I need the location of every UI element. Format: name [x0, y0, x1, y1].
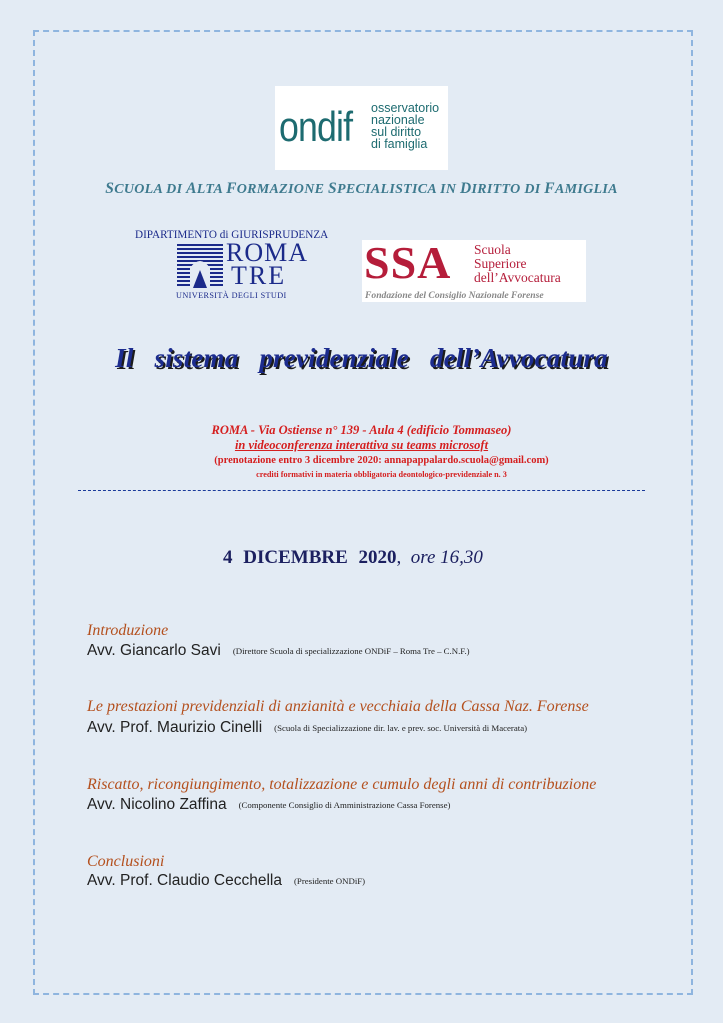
roma-tre-university: UNIVERSITÀ DEGLI STUDI: [176, 291, 287, 300]
ssa-logo: [362, 237, 586, 302]
event-title: Il sistema previdenziale dell’Avvocatura: [115, 343, 608, 373]
section-title: Introduzione: [87, 622, 169, 639]
ssa-foundation: Fondazione del Consiglio Nazionale Forense: [365, 290, 544, 301]
ssa-logo-words: [474, 243, 561, 285]
roma-tre-wordmark-roma: ROMA: [226, 238, 309, 267]
event-time: ore 16,30: [410, 547, 483, 568]
speaker-role: (Scuola di Specializzazione dir. lav. e prev. soc. Università di Macerata): [274, 723, 528, 733]
ondif-tagline-line: sul diritto: [371, 125, 422, 139]
section-title: Riscatto, ricongiungimento, totalizzazione e cumulo degli anni di contribuzione: [87, 776, 597, 793]
ondif-tagline-line: di famiglia: [371, 137, 428, 151]
speaker-name: Avv. Prof. Claudio Cecchella: [87, 872, 282, 889]
ssa-logo-word: Superiore: [474, 256, 527, 271]
ssa-logo-mark: SSA: [364, 237, 452, 288]
event-date: 4 DICEMBRE 2020, ore 16,30: [223, 547, 483, 568]
page-border: [33, 30, 693, 995]
section-title: Conclusioni: [87, 853, 165, 870]
speaker: [87, 872, 365, 890]
ssa-logo-word: dell’Avvocatura: [474, 270, 561, 285]
speaker: [87, 719, 527, 737]
ondif-tagline-line: nazionale: [371, 113, 425, 127]
school-title: SCUOLA DI ALTA FORMAZIONE SPECIALISTICA IN DIRITTO DI FAMIGLIA: [105, 180, 618, 197]
speaker-role: (Direttore Scuola di specializzazione ONDiF – Roma Tre – C.N.F.): [232, 646, 470, 656]
ondif-logo-mark: ondif: [279, 103, 353, 150]
speaker-role: (Presidente ONDiF): [294, 876, 366, 886]
venue-videoconference: in videoconferenza interattiva su teams microsoft: [234, 438, 489, 452]
ondif-logo: [275, 86, 448, 170]
speaker-name: Avv. Giancarlo Savi: [87, 642, 221, 659]
venue-address: ROMA - Via Ostiense n° 139 - Aula 4 (edificio Tommaseo): [211, 423, 512, 437]
roma-tre-wordmark-tre: TRE: [231, 261, 287, 290]
divider: [78, 490, 645, 491]
speaker-name: Avv. Prof. Maurizio Cinelli: [87, 719, 263, 736]
speaker-role: (Componente Consiglio di Amministrazione Cassa Forense): [238, 800, 451, 810]
event-day: 4 DICEMBRE 2020: [223, 547, 397, 568]
department-name: DIPARTIMENTO di GIURISPRUDENZA: [135, 229, 329, 241]
roma-tre-emblem-icon: [177, 244, 223, 288]
venue-booking: (prenotazione entro 3 dicembre 2020: annapappalardo.scuola@gmail.com): [214, 455, 549, 466]
venue-credits: crediti formativi in materia obbligatoria deontologico-previdenziale n. 3: [256, 470, 507, 479]
section-title: Le prestazioni previdenziali di anzianità e vecchiaia della Cassa Naz. Forense: [87, 698, 589, 715]
speaker: [87, 796, 450, 814]
ondif-logo-tagline: [371, 102, 447, 150]
speaker: [87, 642, 470, 660]
ssa-logo-word: Scuola: [474, 242, 511, 257]
ondif-tagline-line: osservatorio: [371, 101, 440, 115]
speaker-name: Avv. Nicolino Zaffina: [87, 796, 227, 813]
